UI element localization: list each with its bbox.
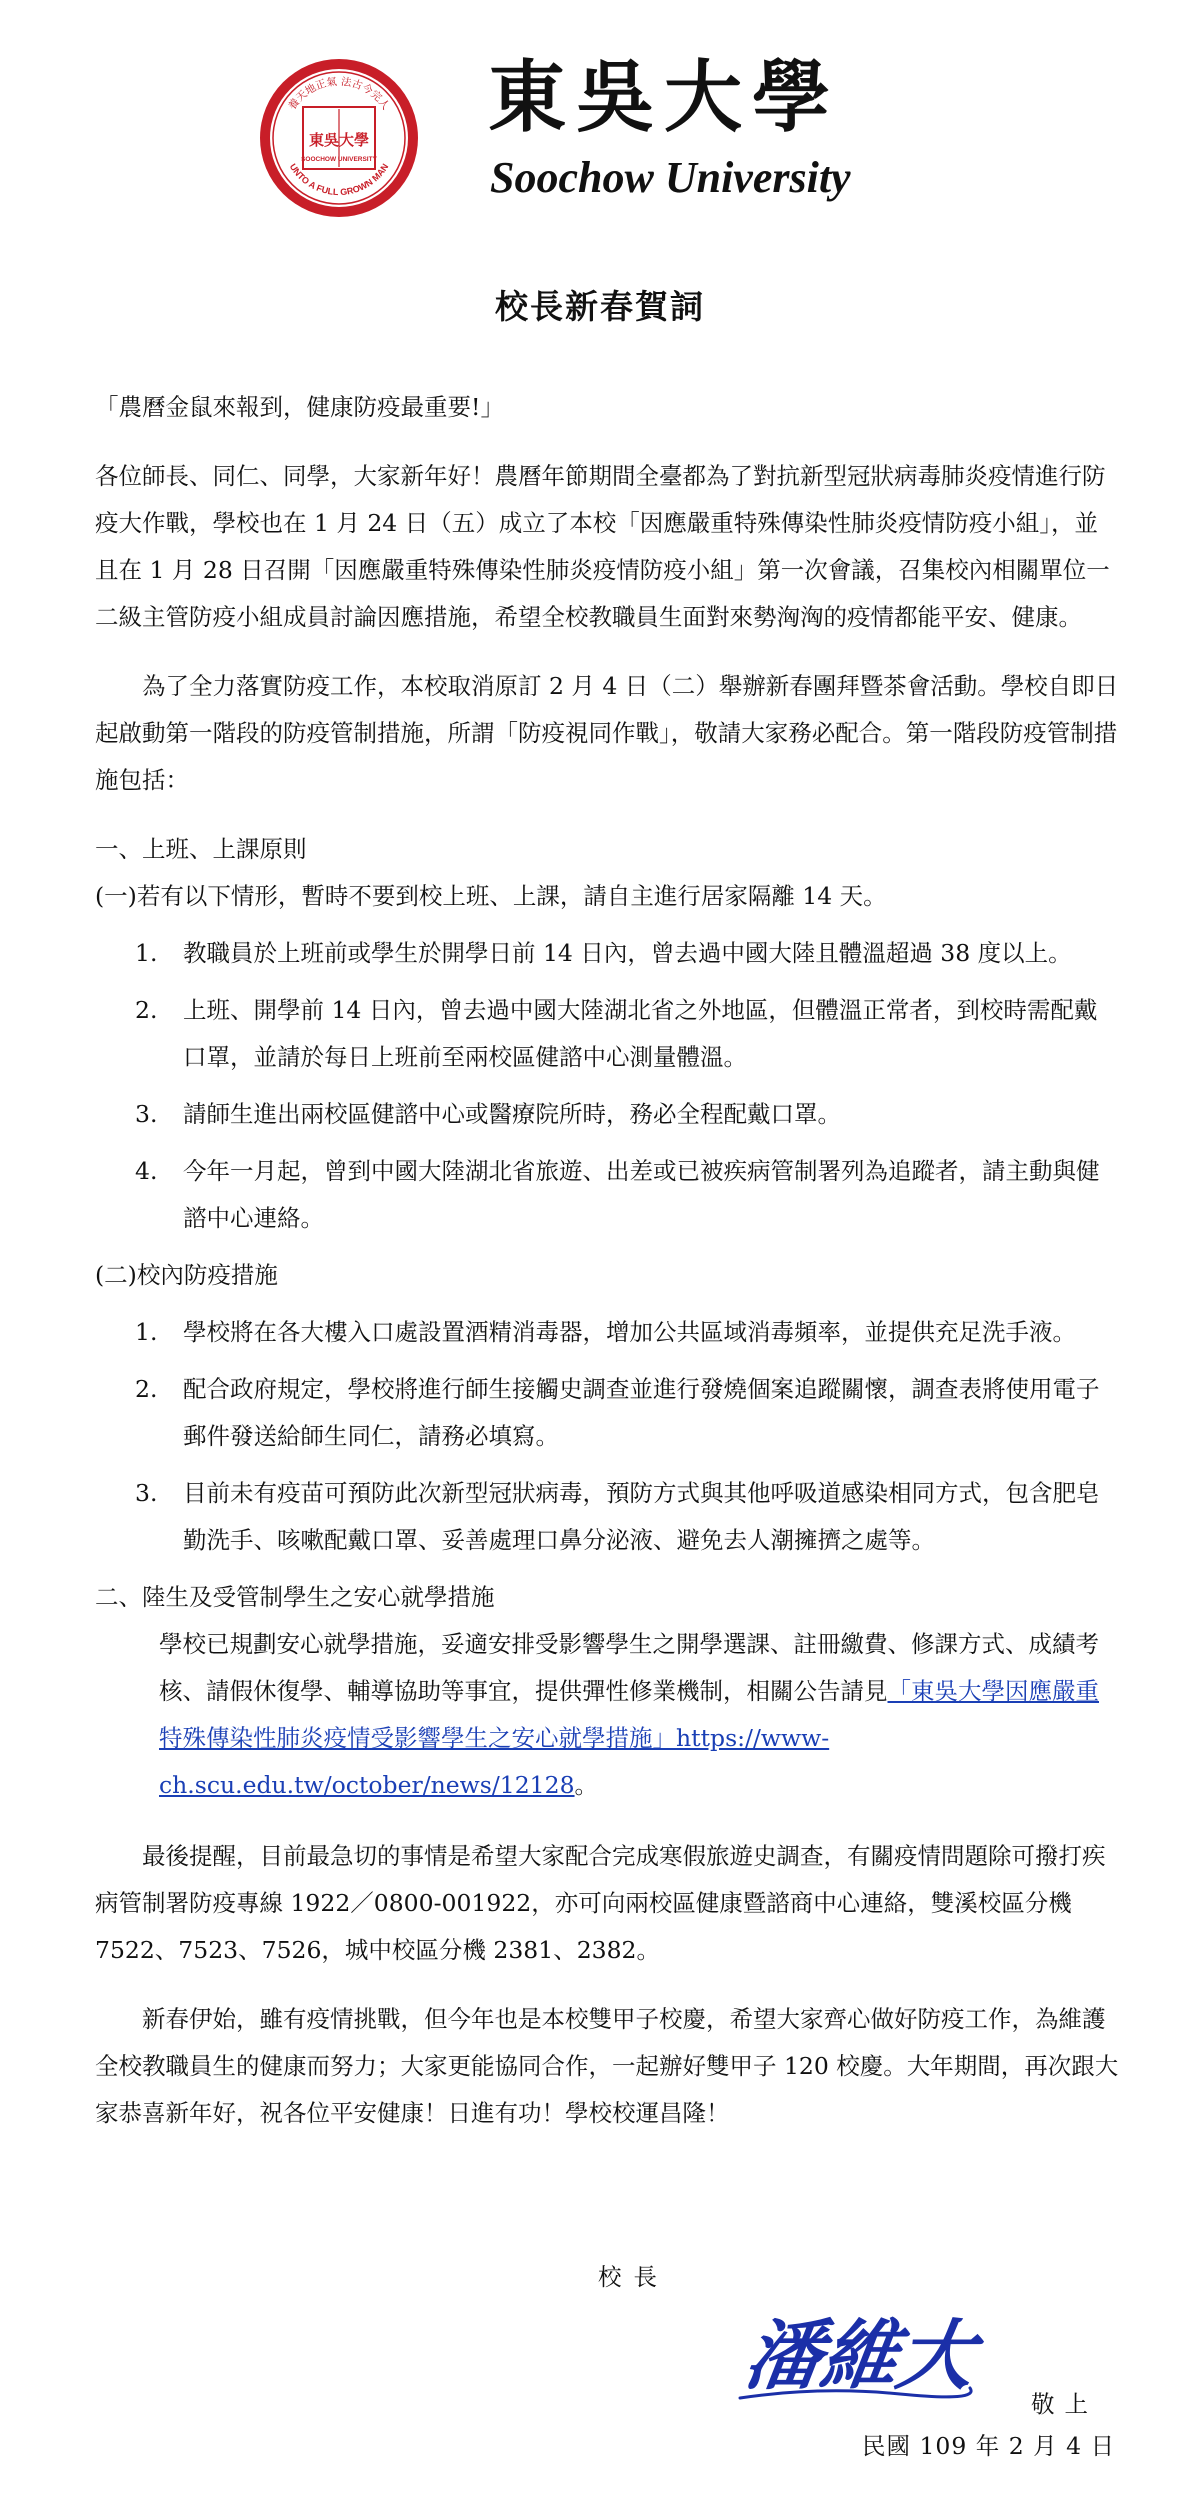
section-heading: 二、陸生及受管制學生之安心就學措施: [95, 1583, 495, 1611]
letterhead: [0, 0, 1200, 230]
list-item: [95, 1366, 1120, 1460]
item-number: 2.: [135, 996, 158, 1024]
section-student-measures: [95, 1574, 1120, 1809]
subsection-heading: (二)校內防疫措施: [95, 1261, 278, 1289]
seal-motto-cn: 養天地正氣 法古今完人: [286, 75, 392, 113]
item-text: 今年一月起，曾到中國大陸湖北省旅遊、出差或已被疾病管制署列為追蹤者，請主動與健諮中心連絡。: [183, 1157, 1100, 1232]
signature-label: 校長: [598, 2263, 669, 2291]
student-measures-text: [95, 1621, 1120, 1809]
item-number: 4.: [135, 1157, 158, 1185]
seal-text-cn: 東吳大學: [308, 131, 370, 149]
seal-motto: UNTO A FULL GROWN MAN: [287, 161, 391, 198]
paragraph-new-year-wishes: 新春伊始，雖有疫情挑戰，但今年也是本校雙甲子校慶，希望大家齊心做好防疫工作，為維護全校教職員生的健康而努力；大家更能協同合作，一起辦好雙甲子 120 校慶。大年期間，再次跟大家恭喜新年好，祝各位平安健康！日進有功！學校校運昌隆！: [95, 2005, 1119, 2127]
signature-name: 潘維大: [739, 2311, 980, 2401]
item-text: 請師生進出兩校區健諮中心或醫療院所時，務必全程配戴口罩。: [183, 1100, 841, 1128]
body-prefix: 學校已規劃安心就學措施，妥適安排受影響學生之開學選課、註冊繳費、修課方式、成績考核、請假休復學、輔導協助等事宜，提供彈性修業機制，相關公告請見: [159, 1630, 1099, 1705]
university-seal-logo: [258, 57, 420, 219]
wordmark-chinese: 東吳大學: [488, 52, 841, 143]
subsection-heading: (一)若有以下情形，暫時不要到校上班、上課，請自主進行居家隔離 14 天。: [95, 882, 887, 910]
section-heading: 一、上班、上課原則: [95, 835, 307, 863]
list-item: [95, 1470, 1120, 1564]
list-item: [95, 1091, 1120, 1138]
list-item: [95, 1148, 1120, 1242]
item-number: 1.: [135, 939, 158, 967]
list-item: [95, 930, 1120, 977]
item-text: 上班、開學前 14 日內，曾去過中國大陸湖北省之外地區，但體溫正常者，到校時需配戴口罩，並請於每日上班前至兩校區健諮中心測量體溫。: [183, 996, 1098, 1071]
page-title: 校長新春賀詞: [495, 287, 705, 326]
wordmark-english: Soochow University: [490, 153, 851, 202]
item-list: [95, 930, 1120, 1242]
body-suffix: 。: [574, 1771, 599, 1799]
section-work-and-class: [95, 826, 1120, 1564]
item-number: 2.: [135, 1375, 158, 1403]
list-item: [95, 987, 1120, 1081]
paragraph-reminder: 最後提醒，目前最急切的事情是希望大家配合完成寒假旅遊史調查，有關疫情問題除可撥打疾病管制署防疫專線 1922／0800-001922，亦可向兩校區健康暨諮商中心連絡，雙溪校區分機 7522、7523、7526，城中校區分機 2381、2382。: [95, 1842, 1106, 1964]
university-wordmark: [488, 50, 868, 230]
item-text: 配合政府規定，學校將進行師生接觸史調查並進行發燒個案追蹤關懷，調查表將使用電子郵件發送給師生同仁，請務必填寫。: [183, 1375, 1100, 1450]
president-signature: [720, 2290, 990, 2410]
item-number: 1.: [135, 1318, 158, 1346]
slogan: 「農曆金鼠來報到，健康防疫最重要!」: [95, 393, 504, 421]
item-text: 學校將在各大樓入口處設置酒精消毒器，增加公共區域消毒頻率，並提供充足洗手液。: [183, 1318, 1076, 1346]
announcement-link[interactable]: 「東吳大學因應嚴重特殊傳染性肺炎疫情受影響學生之安心就學措施」https://www-ch.scu.edu.tw/october/news/12128: [159, 1677, 1099, 1799]
item-list: [95, 1309, 1120, 1564]
signature-closing: 敬上: [1031, 2390, 1098, 2418]
paragraph-greeting: 各位師長、同仁、同學，大家新年好！農曆年節期間全臺都為了對抗新型冠狀病毒肺炎疫情進行防疫大作戰，學校也在 1 月 24 日（五）成立了本校「因應嚴重特殊傳染性肺炎疫情防疫小組」，並且在 1 月 28 日召開「因應嚴重特殊傳染性肺炎疫情防疫小組」第一次會議，召集校內相關單位一二級主管防疫小組成員討論因應措施，希望全校教職員生面對來勢洶洶的疫情都能平安、健康。: [95, 462, 1110, 631]
item-number: 3.: [135, 1479, 158, 1507]
item-text: 目前未有疫苗可預防此次新型冠狀病毒，預防方式與其他呼吸道感染相同方式，包含肥皂勤洗手、咳嗽配戴口罩、妥善處理口鼻分泌液、避免去人潮擁擠之處等。: [183, 1479, 1100, 1554]
list-item: [95, 1309, 1120, 1356]
letter-date: 民國 109 年 2 月 4 日: [862, 2432, 1116, 2460]
seal-text-latin: SOOCHOW UNIVERSITY: [301, 156, 377, 163]
item-number: 3.: [135, 1100, 158, 1128]
item-text: 教職員於上班前或學生於開學日前 14 日內，曾去過中國大陸且體溫超過 38 度以上。: [183, 939, 1072, 967]
letter-body: [95, 385, 1120, 2159]
paragraph-measures-intro: 為了全力落實防疫工作，本校取消原訂 2 月 4 日（二）舉辦新春團拜暨茶會活動。學校自即日起啟動第一階段的防疫管制措施，所謂「防疫視同作戰」，敬請大家務必配合。第一階段防疫管制措施包括：: [95, 672, 1119, 794]
